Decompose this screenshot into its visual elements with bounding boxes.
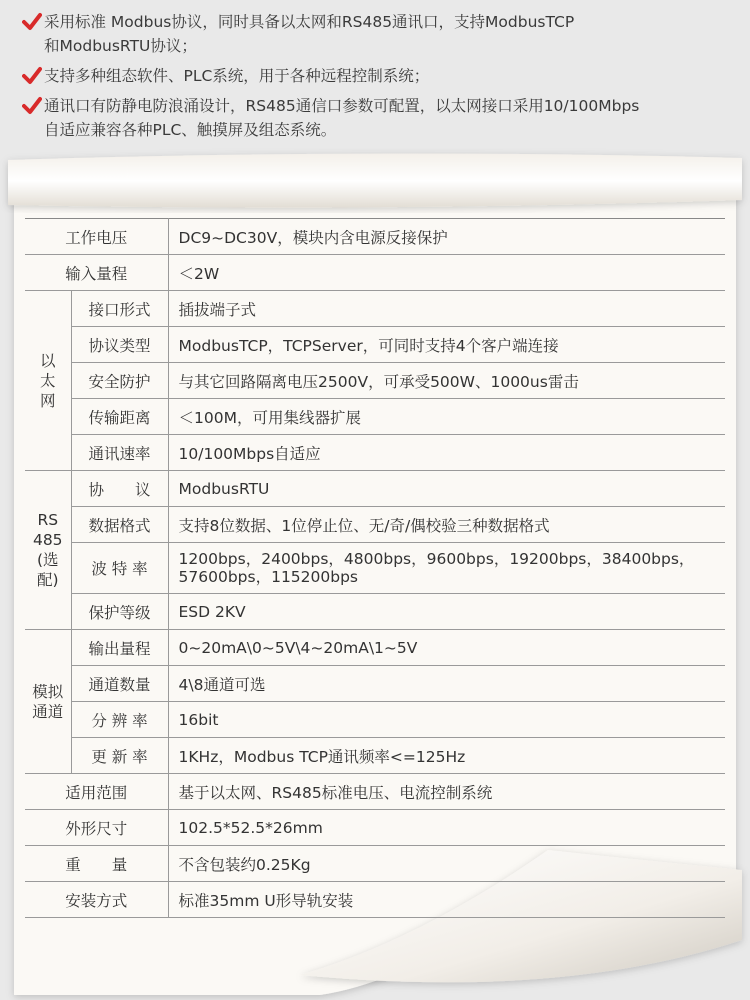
table-row — [25, 471, 725, 507]
row-value: ModbusRTU — [168, 471, 725, 507]
row-label: 安装方式 — [25, 882, 168, 918]
row-value: 基于以太网、RS485标准电压、电流控制系统 — [168, 774, 725, 810]
row-label: 通讯速率 — [71, 435, 168, 471]
row-value: 16bit — [168, 702, 725, 738]
row-label: 输入量程 — [25, 255, 168, 291]
row-value: 0~20mA\0~5V\4~20mA\1~5V — [168, 630, 725, 666]
row-value: ＜2W — [168, 255, 725, 291]
row-label: 工作电压 — [25, 219, 168, 255]
row-value: DC9~DC30V，模块内含电源反接保护 — [168, 219, 725, 255]
table-row — [25, 774, 725, 810]
row-value: 插拔端子式 — [168, 291, 725, 327]
row-label: 外形尺寸 — [25, 810, 168, 846]
table-row — [25, 291, 725, 327]
table-row — [25, 399, 725, 435]
row-value: 1KHz，Modbus TCP通讯频率<=125Hz — [168, 738, 725, 774]
table-row — [25, 738, 725, 774]
row-label: 更 新 率 — [71, 738, 168, 774]
row-label: 重 量 — [25, 846, 168, 882]
group-label-rs485 — [25, 471, 71, 630]
table-row — [25, 846, 725, 882]
table-row — [25, 630, 725, 666]
table-row — [25, 543, 725, 594]
group-label-ethernet — [25, 291, 71, 471]
spec-table — [25, 218, 725, 918]
row-label: 接口形式 — [71, 291, 168, 327]
row-value: 不含包装约0.25Kg — [168, 846, 725, 882]
row-value: 10/100Mbps自适应 — [168, 435, 725, 471]
feature-text-continued: 自适应兼容各种PLC、触摸屏及组态系统。 — [44, 121, 337, 139]
row-label: 安全防护 — [71, 363, 168, 399]
table-row — [25, 666, 725, 702]
row-value: 与其它回路隔离电压2500V，可承受500W、1000us雷击 — [168, 363, 725, 399]
row-value: 4\8通道可选 — [168, 666, 725, 702]
table-row — [25, 507, 725, 543]
table-row — [25, 594, 725, 630]
row-label: 通道数量 — [71, 666, 168, 702]
row-label: 波 特 率 — [71, 543, 168, 594]
feature-list — [22, 10, 737, 148]
row-label: 传输距离 — [71, 399, 168, 435]
feature-text: 采用标准 Modbus协议，同时具备以太网和RS485通讯口，支持ModbusTCP — [44, 13, 575, 31]
row-value: ESD 2KV — [168, 594, 725, 630]
red-check-icon — [22, 96, 44, 116]
row-label: 保护等级 — [71, 594, 168, 630]
group-label-text: 以 太 网 — [39, 351, 56, 410]
feature-text: 通讯口有防静电防浪涌设计，RS485通信口参数可配置，以太网接口采用10/100Mbps — [44, 97, 640, 115]
table-row — [25, 327, 725, 363]
group-label-text: 模拟 通道 — [32, 682, 64, 721]
group-label-analog — [25, 630, 71, 774]
table-row — [25, 810, 725, 846]
row-label: 输出量程 — [71, 630, 168, 666]
feature-text: 支持多种组态软件、PLC系统，用于各种远程控制系统； — [44, 67, 430, 85]
row-value: 标准35mm U形导轨安装 — [168, 882, 725, 918]
feature-text-continued: 和ModbusRTU协议； — [44, 37, 197, 55]
feature-item — [22, 10, 737, 58]
row-value: 1200bps，2400bps，4800bps，9600bps，19200bps，38400bps，57600bps，115200bps — [168, 543, 725, 594]
row-label: 协 议 — [71, 471, 168, 507]
row-label: 协议类型 — [71, 327, 168, 363]
table-row — [25, 363, 725, 399]
table-row — [25, 882, 725, 918]
row-value: 支持8位数据、1位停止位、无/奇/偶校验三种数据格式 — [168, 507, 725, 543]
row-value: ModbusTCP，TCPServer，可同时支持4个客户端连接 — [168, 327, 725, 363]
row-label: 适用范围 — [25, 774, 168, 810]
group-label-text: RS 485 (选配) — [32, 511, 63, 589]
table-row — [25, 219, 725, 255]
red-check-icon — [22, 12, 44, 32]
feature-item — [22, 64, 737, 88]
table-row — [25, 702, 725, 738]
row-value: ＜100M，可用集线器扩展 — [168, 399, 725, 435]
red-check-icon — [22, 66, 44, 86]
row-label: 分 辨 率 — [71, 702, 168, 738]
row-value: 102.5*52.5*26mm — [168, 810, 725, 846]
row-label: 数据格式 — [71, 507, 168, 543]
feature-item — [22, 94, 737, 142]
table-row — [25, 435, 725, 471]
table-row — [25, 255, 725, 291]
